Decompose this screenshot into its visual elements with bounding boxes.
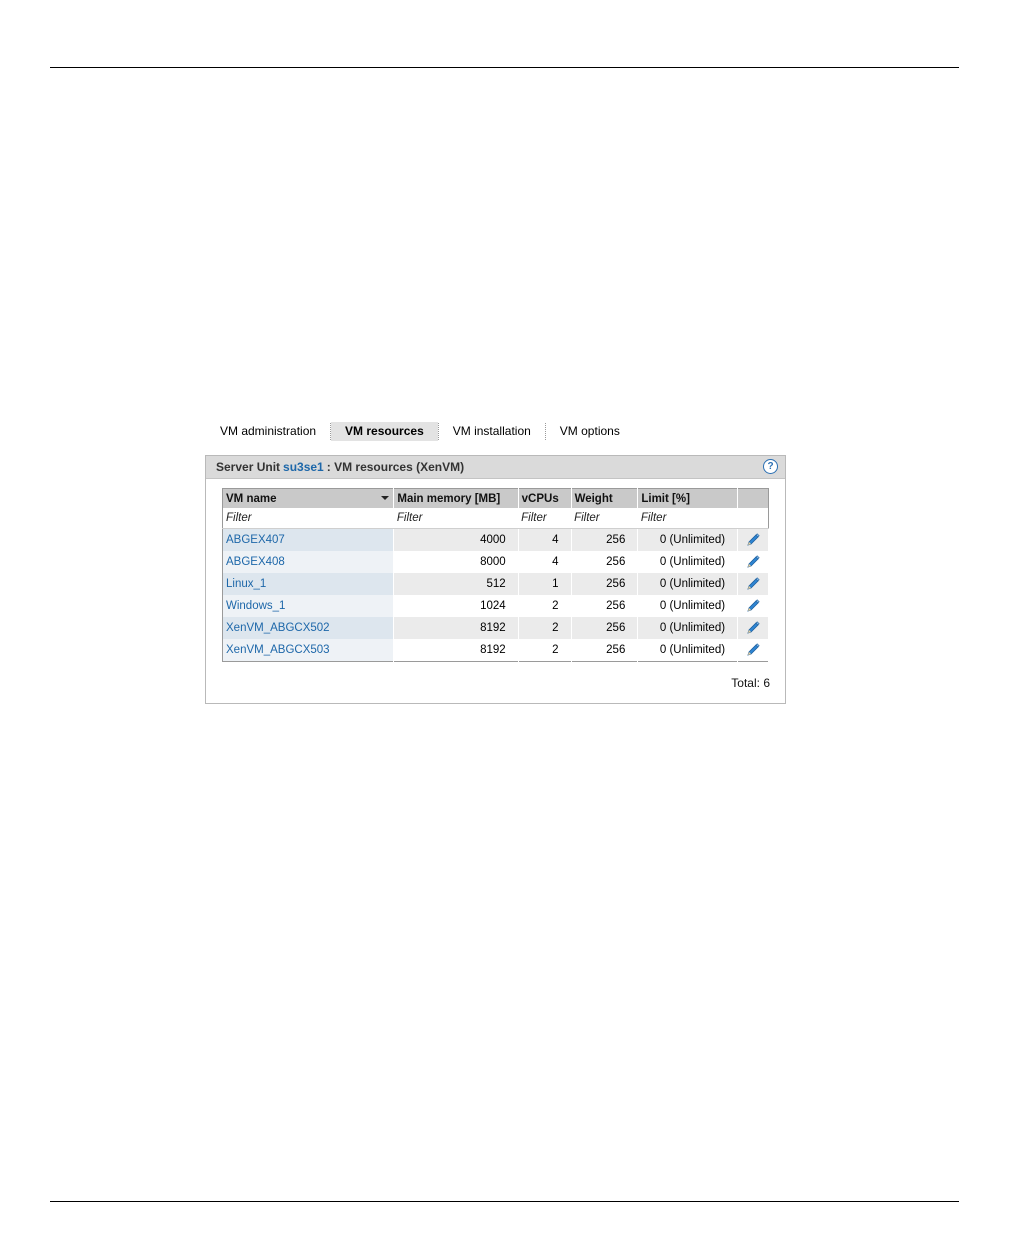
vcpus-cell: 4 [518, 551, 571, 573]
table-row [223, 573, 769, 595]
limit-cell: 0 (Unlimited) [638, 595, 738, 617]
table-body [223, 529, 769, 662]
weight-cell: 256 [571, 573, 638, 595]
edit-pencil-icon[interactable] [745, 598, 761, 614]
vcpus-cell: 1 [518, 573, 571, 595]
column-header-limit[interactable]: Limit [%] [638, 489, 738, 509]
column-header-label: VM name [226, 492, 277, 505]
edit-pencil-icon[interactable] [745, 554, 761, 570]
filter-vcpus[interactable]: Filter [518, 508, 571, 529]
filter-limit[interactable]: Filter [638, 508, 738, 529]
table-row [223, 617, 769, 639]
column-header-vm-name[interactable] [223, 489, 394, 509]
tab-vm-options[interactable]: VM options [559, 424, 620, 438]
filter-vm-name[interactable]: Filter [223, 508, 394, 529]
column-header-weight[interactable]: Weight [571, 489, 638, 509]
vm-name-link[interactable]: ABGEX407 [226, 534, 285, 546]
limit-cell: 0 (Unlimited) [638, 551, 738, 573]
weight-cell: 256 [571, 639, 638, 662]
edit-cell [738, 595, 769, 617]
edit-cell [738, 573, 769, 595]
vm-name-cell [223, 617, 394, 639]
page-bottom-rule [50, 1201, 959, 1202]
vm-resources-table [222, 488, 769, 662]
vcpus-cell: 2 [518, 617, 571, 639]
vm-name-cell [223, 573, 394, 595]
tab-vm-administration[interactable]: VM administration [220, 424, 317, 438]
vm-name-link[interactable]: ABGEX408 [226, 556, 285, 568]
edit-pencil-icon[interactable] [745, 620, 761, 636]
weight-cell: 256 [571, 617, 638, 639]
limit-cell: 0 (Unlimited) [638, 573, 738, 595]
edit-pencil-icon[interactable] [745, 642, 761, 658]
vm-name-cell [223, 551, 394, 573]
tab-vm-resources[interactable]: VM resources [331, 422, 438, 441]
vcpus-cell: 2 [518, 595, 571, 617]
vm-name-link[interactable]: XenVM_ABGCX503 [226, 644, 330, 656]
vm-name-link[interactable]: Linux_1 [226, 578, 267, 590]
vm-name-cell [223, 529, 394, 552]
filter-weight[interactable]: Filter [571, 508, 638, 529]
tab-vm-installation[interactable]: VM installation [452, 424, 531, 438]
column-header-vcpus[interactable]: vCPUs [518, 489, 571, 509]
main-memory-cell: 1024 [394, 595, 518, 617]
main-memory-cell: 8192 [394, 617, 518, 639]
vm-name-link[interactable]: Windows_1 [226, 600, 286, 612]
limit-cell: 0 (Unlimited) [638, 617, 738, 639]
vcpus-cell: 4 [518, 529, 571, 552]
edit-pencil-icon[interactable] [745, 576, 761, 592]
page-top-rule [50, 67, 959, 68]
main-memory-cell: 4000 [394, 529, 518, 552]
vm-name-cell [223, 595, 394, 617]
filter-main-memory[interactable]: Filter [394, 508, 518, 529]
column-header-actions [738, 489, 769, 509]
table-row [223, 551, 769, 573]
sort-descending-icon[interactable] [381, 496, 389, 500]
weight-cell: 256 [571, 551, 638, 573]
server-unit-link[interactable]: su3se1 [283, 460, 324, 474]
table-row [223, 595, 769, 617]
table-row [223, 639, 769, 662]
vcpus-cell: 2 [518, 639, 571, 662]
panel-title-suffix: : VM resources (XenVM) [326, 460, 465, 474]
help-icon[interactable]: ? [763, 459, 778, 474]
vm-name-link[interactable]: XenVM_ABGCX502 [226, 622, 330, 634]
table-header-row [223, 489, 769, 509]
tab-bar [206, 422, 634, 441]
main-memory-cell: 8000 [394, 551, 518, 573]
edit-cell [738, 529, 769, 552]
edit-cell [738, 551, 769, 573]
vm-name-cell [223, 639, 394, 662]
edit-pencil-icon[interactable] [745, 532, 761, 548]
filter-empty [738, 508, 769, 529]
edit-cell [738, 617, 769, 639]
limit-cell: 0 (Unlimited) [638, 639, 738, 662]
edit-cell [738, 639, 769, 662]
vm-resources-panel [205, 455, 786, 704]
main-memory-cell: 8192 [394, 639, 518, 662]
main-memory-cell: 512 [394, 573, 518, 595]
table-row [223, 529, 769, 552]
limit-cell: 0 (Unlimited) [638, 529, 738, 552]
panel-header [206, 456, 785, 479]
weight-cell: 256 [571, 595, 638, 617]
column-header-main-memory[interactable]: Main memory [MB] [394, 489, 518, 509]
panel-title-prefix: Server Unit [216, 460, 281, 474]
total-count: Total: 6 [731, 676, 770, 690]
filter-row [223, 508, 769, 529]
weight-cell: 256 [571, 529, 638, 552]
